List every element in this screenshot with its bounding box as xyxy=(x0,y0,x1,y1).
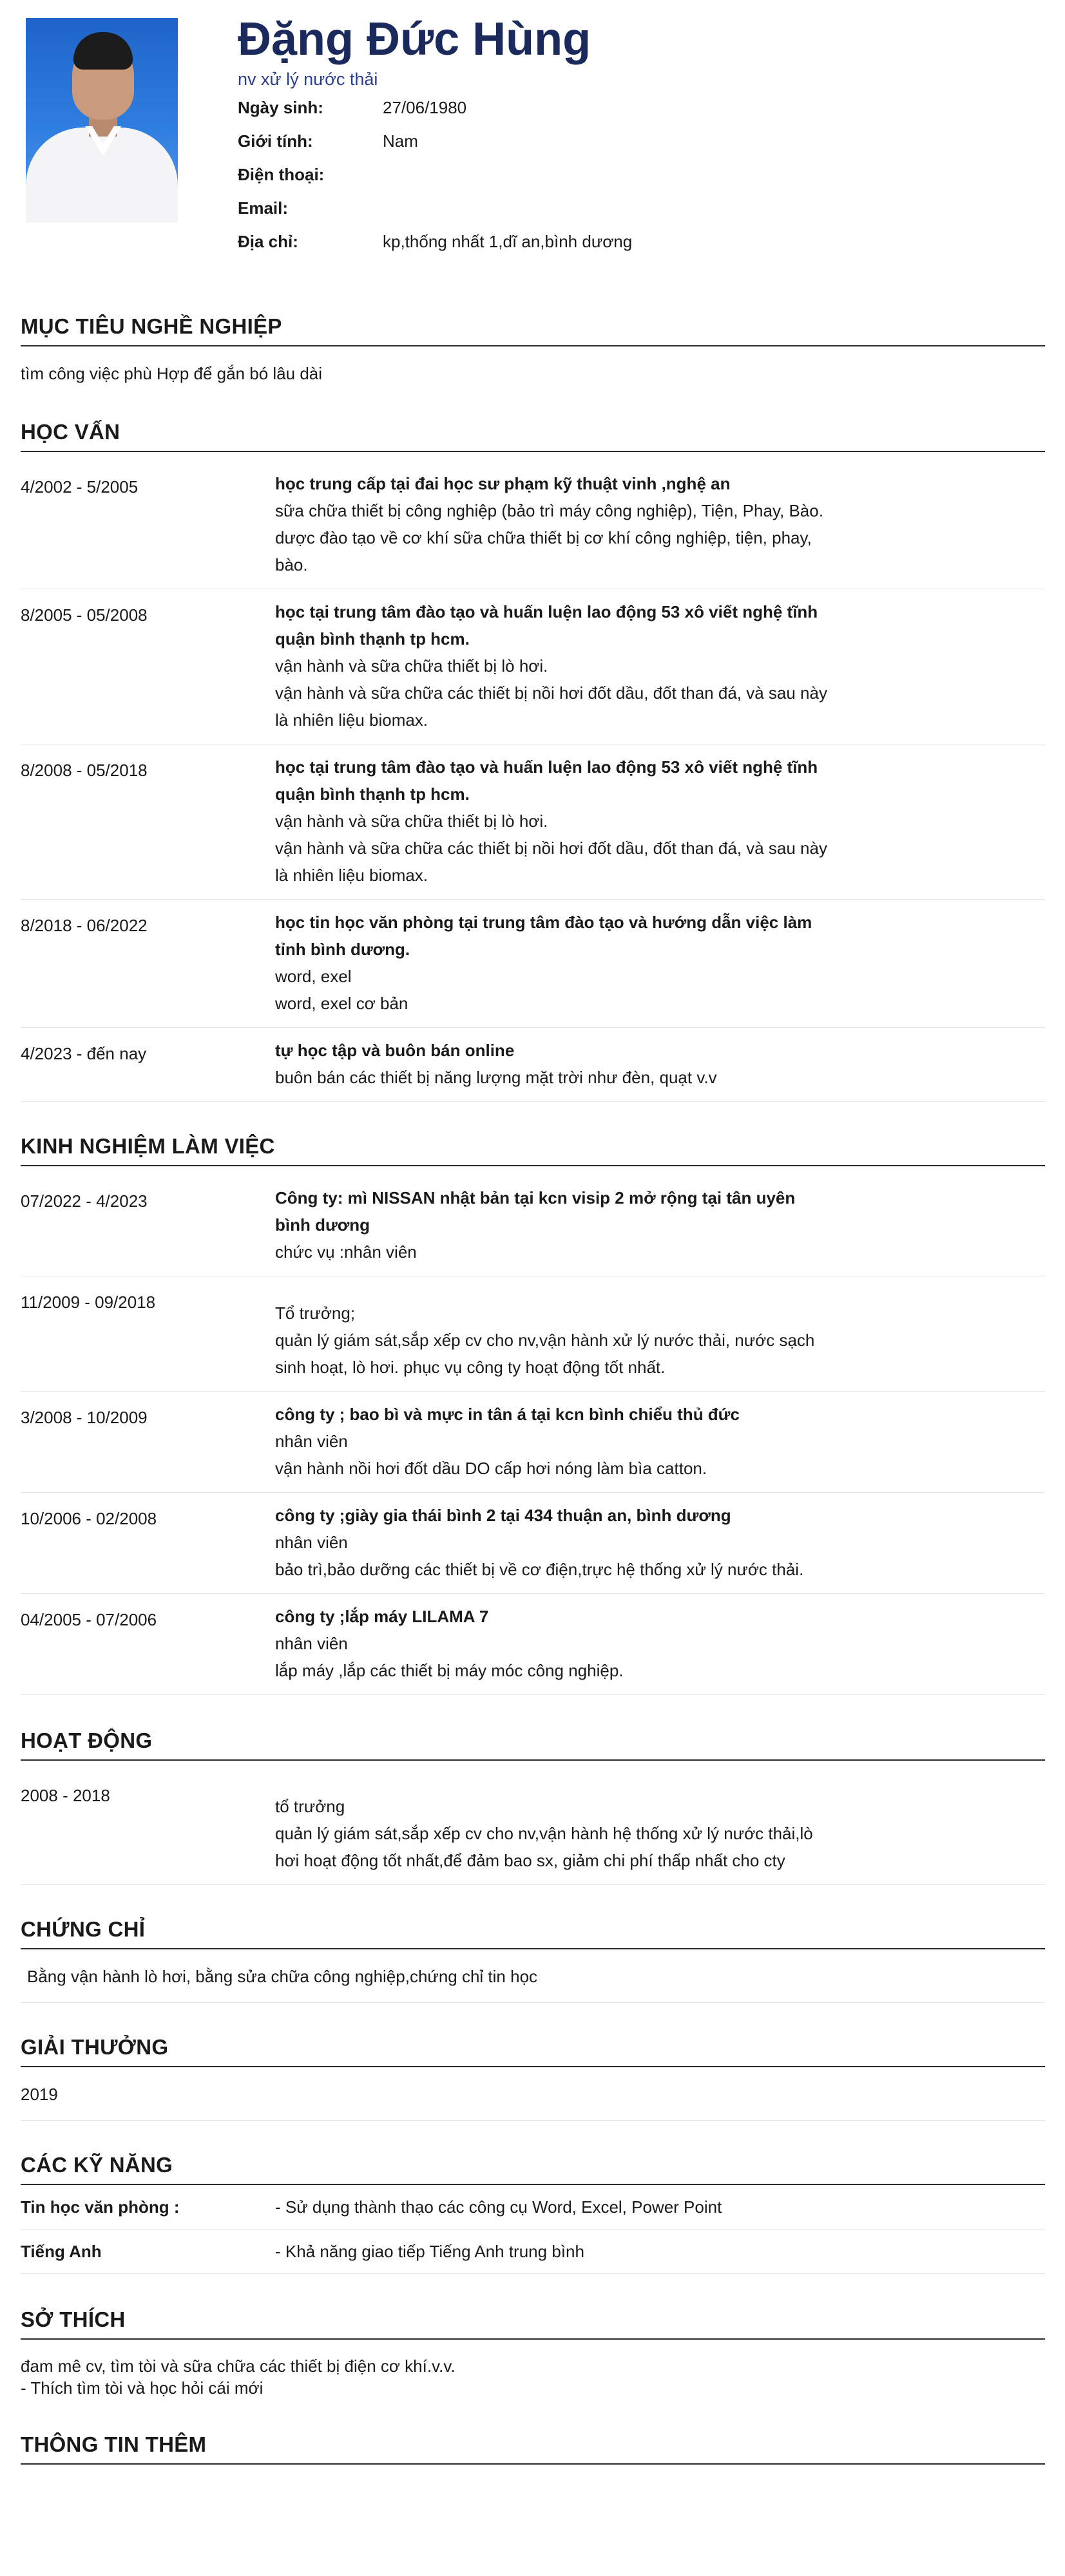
entry-body xyxy=(275,1594,829,1694)
job-title: nv xử lý nước thải xyxy=(238,70,378,89)
hobbies-section xyxy=(21,2307,1045,2399)
entry-line: nhân viên xyxy=(275,1432,348,1451)
entry-body xyxy=(275,461,829,589)
section-title: HOẠT ĐỘNG xyxy=(21,1728,1045,1761)
timeline-entry xyxy=(21,1028,1045,1102)
activities-section xyxy=(21,1728,1045,1885)
entry-line: vận hành nồi hơi đốt dầu DO cấp hơi nóng làm bìa catton. xyxy=(275,1459,707,1478)
skill-desc: - Sử dụng thành thạo các công cụ Word, Excel, Power Point xyxy=(275,2197,722,2217)
entry-line: Tổ trưởng; xyxy=(275,1303,356,1323)
entry-body xyxy=(275,1175,829,1276)
objective-section xyxy=(21,314,1045,386)
info-label: Địa chỉ: xyxy=(238,232,298,251)
entry-line: lắp máy ,lắp các thiết bị máy móc công nghiệp. xyxy=(275,1661,624,1680)
hobby-line: - Thích tìm tòi và học hỏi cái mới xyxy=(21,2378,264,2398)
entry-heading: học tại trung tâm đào tạo và huấn luện lao động 53 xô viết nghệ tĩnh quận bình thạnh tp hcm. xyxy=(275,757,818,804)
entry-line: vận hành và sữa chữa thiết bị lò hơi. xyxy=(275,656,548,676)
entry-body xyxy=(275,1493,829,1593)
entry-date: 07/2022 - 4/2023 xyxy=(21,1191,148,1211)
awards-text: 2019 xyxy=(21,2067,1045,2121)
entry-body xyxy=(275,1392,829,1492)
skill-name: Tiếng Anh xyxy=(21,2241,102,2261)
timeline-entry xyxy=(21,1276,1045,1392)
extra-section xyxy=(21,2432,1045,2465)
hobby-line: đam mê cv, tìm tòi và sữa chữa các thiết bị điện cơ khí.v.v. xyxy=(21,2356,456,2376)
timeline-entry xyxy=(21,1594,1045,1695)
timeline-entry xyxy=(21,900,1045,1028)
section-title: CHỨNG CHỈ xyxy=(21,1917,1045,1949)
skill-row xyxy=(21,2185,1045,2230)
entry-line: dược đào tạo về cơ khí sữa chữa thiết bị cơ khí công nghiệp, tiện, phay, bào. xyxy=(275,528,812,574)
entry-body xyxy=(275,900,829,1027)
entry-date: 11/2009 - 09/2018 xyxy=(21,1293,156,1312)
cv-page xyxy=(21,14,1045,2465)
entry-line: quản lý giám sát,sắp xếp cv cho nv,vận hành hệ thống xử lý nước thải,lò hơi hoạt động tốt nhất,để đảm bao sx, giảm chi phí thấp nhất cho cty xyxy=(275,1824,813,1870)
activities-list xyxy=(21,1761,1045,1885)
certificates-text: Bằng vận hành lò hơi, bằng sửa chữa công nghiệp,chứng chỉ tin học xyxy=(21,1949,1045,2003)
personal-info xyxy=(238,98,632,265)
skill-row xyxy=(21,2230,1045,2274)
entry-body xyxy=(275,1276,829,1391)
entry-date: 8/2018 - 06/2022 xyxy=(21,916,148,935)
timeline-entry xyxy=(21,1175,1045,1276)
skills-section xyxy=(21,2153,1045,2274)
education-section xyxy=(21,420,1045,1102)
info-row-birthdate xyxy=(238,98,632,131)
section-title: THÔNG TIN THÊM xyxy=(21,2432,1045,2465)
entry-date: 8/2008 - 05/2018 xyxy=(21,761,148,780)
objective-text: tìm công việc phù Hợp để gắn bó lâu dài xyxy=(21,364,323,383)
entry-line: buôn bán các thiết bị năng lượng mặt trời như đèn, quạt v.v xyxy=(275,1068,717,1087)
entry-date: 04/2005 - 07/2006 xyxy=(21,1610,157,1629)
entry-heading: học trung cấp tại đai học sư phạm kỹ thuật vinh ,nghệ an xyxy=(275,474,731,493)
info-value: 27/06/1980 xyxy=(383,98,467,117)
section-title: KINH NGHIỆM LÀM VIỆC xyxy=(21,1134,1045,1166)
entry-body xyxy=(275,1028,829,1101)
info-value: Nam xyxy=(383,131,418,151)
info-label: Giới tính: xyxy=(238,131,313,151)
certificates-section xyxy=(21,1917,1045,2003)
info-label: Email: xyxy=(238,198,289,218)
entry-heading: công ty ;lắp máy LILAMA 7 xyxy=(275,1607,489,1626)
section-title: GIẢI THƯỞNG xyxy=(21,2035,1045,2067)
entry-line: sữa chữa thiết bị công nghiệp (bảo trì máy công nghiệp), Tiện, Phay, Bào. xyxy=(275,501,823,520)
skill-desc: - Khả năng giao tiếp Tiếng Anh trung bình xyxy=(275,2241,584,2261)
candidate-name: Đặng Đức Hùng xyxy=(238,14,591,65)
entry-line: vận hành và sữa chữa các thiết bị nồi hơi đốt dầu, đốt than đá, và sau này là nhiên liệu biomax. xyxy=(275,838,827,885)
entry-heading: học tại trung tâm đào tạo và huấn luện lao động 53 xô viết nghệ tĩnh quận bình thạnh tp hcm. xyxy=(275,602,818,649)
info-row-email xyxy=(238,198,632,232)
entry-line: vận hành và sữa chữa các thiết bị nồi hơi đốt dầu, đốt than đá, và sau này là nhiên liệu biomax. xyxy=(275,683,827,730)
timeline-entry xyxy=(21,461,1045,589)
info-row-address xyxy=(238,232,632,265)
experience-section xyxy=(21,1134,1045,1695)
entry-line: nhân viên xyxy=(275,1634,348,1653)
entry-heading: công ty ;giày gia thái bình 2 tại 434 thuận an, bình dương xyxy=(275,1506,731,1525)
timeline-entry xyxy=(21,1770,1045,1885)
cv-header xyxy=(21,14,1045,269)
entry-heading: tự học tập và buôn bán online xyxy=(275,1041,515,1060)
entry-line: bảo trì,bảo dưỡng các thiết bị về cơ điện,trực hệ thống xử lý nước thải. xyxy=(275,1560,804,1579)
info-row-gender xyxy=(238,131,632,165)
experience-list xyxy=(21,1166,1045,1695)
section-title: CÁC KỸ NĂNG xyxy=(21,2153,1045,2185)
entry-heading: công ty ; bao bì và mực in tân á tại kcn bình chiểu thủ đức xyxy=(275,1405,740,1424)
hobbies-text xyxy=(21,2340,1045,2399)
entry-date: 4/2023 - đến nay xyxy=(21,1044,147,1063)
section-title: SỞ THÍCH xyxy=(21,2307,1045,2340)
awards-section xyxy=(21,2035,1045,2121)
timeline-entry xyxy=(21,589,1045,744)
entry-heading: học tin học văn phòng tại trung tâm đào tạo và hướng dẫn việc làm tỉnh bình dương. xyxy=(275,913,812,959)
section-title: HỌC VẤN xyxy=(21,420,1045,452)
info-label: Ngày sinh: xyxy=(238,98,323,117)
entry-heading: Công ty: mì NISSAN nhật bản tại kcn visip 2 mở rộng tại tân uyên bình dương xyxy=(275,1188,796,1235)
entry-line: chức vụ :nhân viên xyxy=(275,1242,417,1262)
section-title: MỤC TIÊU NGHỀ NGHIỆP xyxy=(21,314,1045,346)
entry-line: tổ trưởng xyxy=(275,1797,345,1816)
entry-line: word, exel xyxy=(275,967,352,986)
entry-line: nhân viên xyxy=(275,1533,348,1552)
info-row-phone xyxy=(238,165,632,198)
entry-line: quản lý giám sát,sắp xếp cv cho nv,vận hành xử lý nước thải, nước sạch sinh hoạt, lò hơi. phục vụ công ty hoạt động tốt nhất. xyxy=(275,1331,815,1377)
info-value: kp,thống nhất 1,dĩ an,bình dương xyxy=(383,232,633,251)
entry-body xyxy=(275,589,829,744)
timeline-entry xyxy=(21,1392,1045,1493)
entry-date: 8/2005 - 05/2008 xyxy=(21,605,148,625)
entry-date: 3/2008 - 10/2009 xyxy=(21,1408,148,1427)
skill-name: Tin học văn phòng : xyxy=(21,2197,180,2217)
entry-date: 4/2002 - 5/2005 xyxy=(21,477,139,497)
timeline-entry xyxy=(21,1493,1045,1594)
timeline-entry xyxy=(21,744,1045,900)
entry-body xyxy=(275,1770,829,1884)
entry-line: word, exel cơ bản xyxy=(275,994,408,1013)
entry-date: 10/2006 - 02/2008 xyxy=(21,1509,157,1528)
education-list xyxy=(21,452,1045,1102)
entry-body xyxy=(275,744,829,899)
info-label: Điện thoại: xyxy=(238,165,325,184)
profile-photo xyxy=(26,18,178,223)
entry-line: vận hành và sữa chữa thiết bị lò hơi. xyxy=(275,811,548,831)
entry-date: 2008 - 2018 xyxy=(21,1786,110,1805)
